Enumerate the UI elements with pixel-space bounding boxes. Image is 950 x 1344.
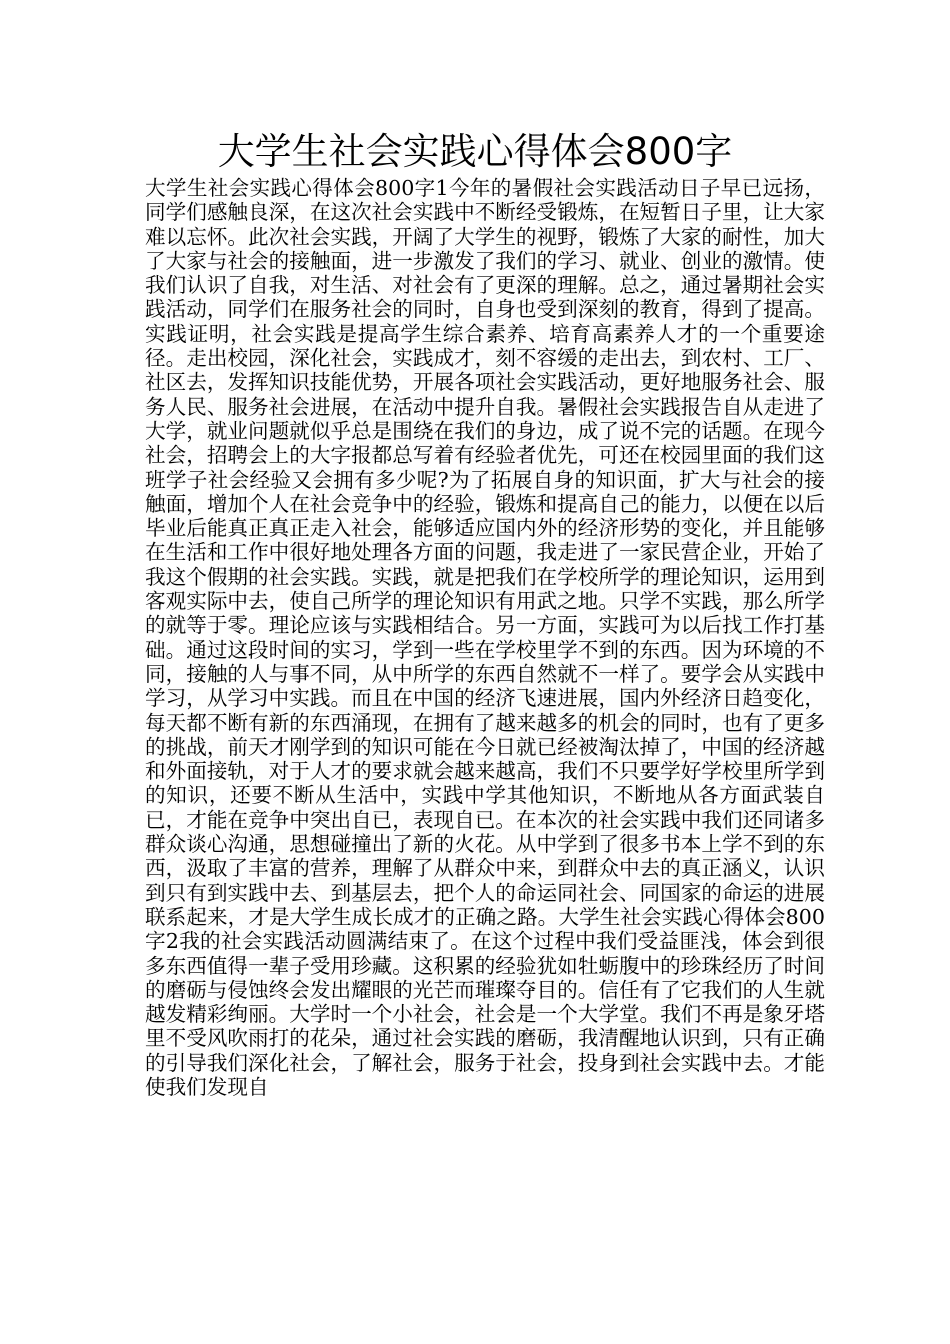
document-body: 大学生社会实践心得体会800字1今年的暑假社会实践活动日子早已远扬，同学们感触良深，在这次社会实践中不断经受锻炼，在短暂日子里，让大家难以忘怀。此次社会实践，开阔了大学生的视野，锻炼了大家的耐性，加大了大家与社会的接触面，进一步激发了我们的学习、就业、创业的激情。使我们认识了自我，对生活、对社会有了更深的理解。总之，通过暑期社会实践活动，同学们在服务社会的同时，自身也受到深刻的教育，得到了提高。实践证明，社会实践是提高学生综合素养、培育高素养人才的一个重要途径。走出校园，深化社会，实践成才，刻不容缓的走出去，到农村、工厂、社区去，发挥知识技能优势，开展各项社会实践活动，更好地服务社会、服务人民、服务社会进展，在活动中提升自我。暑假社会实践报告自从走进了大学，就业问题就似乎总是围绕在我们的身边，成了说不完的话题。在现今社会，招聘会上的大字报都总写着有经验者优先，可还在校园里面的我们这班学子社会经验又会拥有多少呢?为了拓展自身的知识面，扩大与社会的接触面，增加个人在社会竞争中的经验，锻炼和提高自己的能力，以便在以后毕业后能真正真正走入社会，能够适应国内外的经济形势的变化，并且能够在生活和工作中很好地处理各方面的问题，我走进了一家民营企业，开始了我这个假期的社会实践。实践，就是把我们在学校所学的理论知识，运用到客观实际中去，使自己所学的理论知识有用武之地。只学不实践，那么所学的就等于零。理论应该与实践相结合。另一方面，实践可为以后找工作打基础。通过这段时间的实习，学到一些在学校里学不到的东西。因为环境的不同，接触的人与事不同，从中所学的东西自然就不一样了。要学会从实践中学习，从学习中实践。而且在中国的经济飞速进展，国内外经济日趋变化，每天都不断有新的东西涌现，在拥有了越来越多的机会的同时，也有了更多的挑战，前天才刚学到的知识可能在今日就已经被淘汰掉了，中国的经济越和外面接轨，对于人才的要求就会越来越高，我们不只要学好学校里所学到的知识，还要不断从生活中，实践中学其他知识，不断地从各方面武装自已，才能在竞争中突出自已，表现自已。在本次的社会实践中我们还同诸多群众谈心沟通，思想碰撞出了新的火花。从中学到了很多书本上学不到的东西，汲取了丰富的营养，理解了从群众中来，到群众中去的真正涵义，认识到只有到实践中去、到基层去，把个人的命运同社会、同国家的命运的进展联系起来，才是大学生成长成才的正确之路。大学生社会实践心得体会800字2我的社会实践活动圆满结束了。在这个过程中我们受益匪浅，体会到很多东西值得一辈子受用珍藏。这积累的经验犹如牡蛎腹中的珍珠经历了时间的磨砺与侵蚀终会发出耀眼的光芒而璀璨夺目的。信任有了它我们的人生就越发精彩绚丽。大学时一个小社会，社会是一个大学堂。我们不再是象牙塔里不受风吹雨打的花朵，通过社会实践的磨砺，我清醒地认识到，只有正确的引导我们深化社会，了解社会，服务于社会，投身到社会实践中去。才能使我们发现自 (145, 176, 825, 1099)
document-title: 大学生社会实践心得体会800字 (217, 130, 733, 173)
